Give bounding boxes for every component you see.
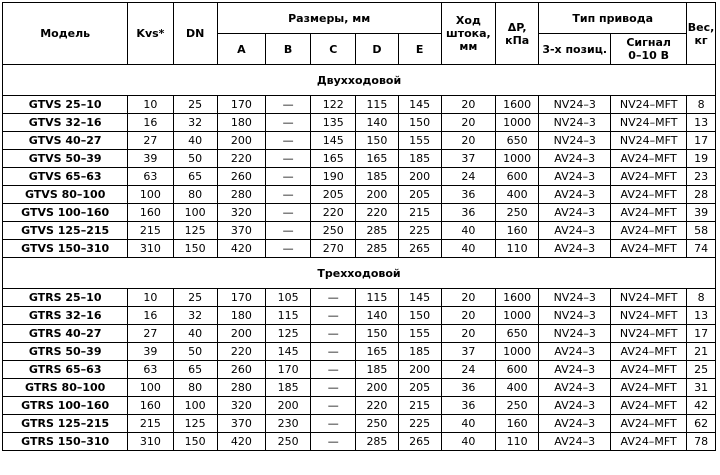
- table-cell: 36: [441, 397, 495, 415]
- cell-model: GTVS 80–100: [3, 186, 128, 204]
- table-cell: 185: [265, 379, 310, 397]
- header-dim-c: C: [311, 34, 356, 65]
- table-cell: 50: [173, 343, 217, 361]
- cell-model: GTVS 40–27: [3, 132, 128, 150]
- table-cell: 100: [128, 379, 173, 397]
- cell-model: GTRS 50–39: [3, 343, 128, 361]
- table-cell: 19: [687, 150, 716, 168]
- table-row: [3, 240, 716, 258]
- table-cell: 21: [687, 343, 716, 361]
- table-cell: 185: [356, 168, 398, 186]
- table-cell: 25: [173, 289, 217, 307]
- table-cell: —: [311, 397, 356, 415]
- cell-model: GTVS 100–160: [3, 204, 128, 222]
- table-cell: 165: [356, 150, 398, 168]
- table-row: [3, 150, 716, 168]
- table-cell: 650: [496, 325, 539, 343]
- table-cell: 170: [217, 96, 265, 114]
- table-cell: 205: [398, 379, 441, 397]
- table-cell: 23: [687, 168, 716, 186]
- table-cell: 115: [356, 289, 398, 307]
- table-row: [3, 204, 716, 222]
- table-cell: 20: [441, 325, 495, 343]
- table-cell: 105: [265, 289, 310, 307]
- table-cell: 63: [128, 361, 173, 379]
- table-cell: AV24–3: [539, 415, 611, 433]
- table-cell: 13: [687, 307, 716, 325]
- table-cell: NV24–MFT: [611, 307, 687, 325]
- table-cell: 215: [398, 204, 441, 222]
- table-cell: —: [311, 325, 356, 343]
- table-cell: AV24–3: [539, 361, 611, 379]
- table-cell: AV24–3: [539, 204, 611, 222]
- table-cell: 20: [441, 289, 495, 307]
- section-row: [3, 258, 716, 289]
- table-cell: 1600: [496, 289, 539, 307]
- table-cell: 50: [173, 150, 217, 168]
- header-dim-b: B: [265, 34, 310, 65]
- table-cell: 58: [687, 222, 716, 240]
- table-cell: 74: [687, 240, 716, 258]
- table-cell: 125: [173, 222, 217, 240]
- table-cell: 145: [398, 96, 441, 114]
- table-cell: NV24–3: [539, 307, 611, 325]
- cell-model: GTRS 25–10: [3, 289, 128, 307]
- table-row: [3, 433, 716, 451]
- table-cell: AV24–MFT: [611, 150, 687, 168]
- table-cell: AV24–3: [539, 150, 611, 168]
- table-cell: 65: [173, 361, 217, 379]
- table-cell: 25: [173, 96, 217, 114]
- table-cell: 39: [128, 150, 173, 168]
- cell-model: GTRS 150–310: [3, 433, 128, 451]
- table-row: [3, 96, 716, 114]
- header-stroke-line3: мм: [459, 40, 478, 53]
- table-cell: 20: [441, 114, 495, 132]
- table-cell: 260: [217, 168, 265, 186]
- table-cell: 62: [687, 415, 716, 433]
- table-cell: AV24–MFT: [611, 240, 687, 258]
- table-cell: —: [265, 132, 310, 150]
- table-cell: NV24–3: [539, 289, 611, 307]
- table-cell: AV24–MFT: [611, 397, 687, 415]
- table-cell: AV24–MFT: [611, 361, 687, 379]
- table-cell: NV24–MFT: [611, 325, 687, 343]
- table-cell: 40: [441, 415, 495, 433]
- table-cell: —: [265, 114, 310, 132]
- table-cell: NV24–3: [539, 325, 611, 343]
- table-cell: NV24–MFT: [611, 289, 687, 307]
- table-cell: 600: [496, 168, 539, 186]
- table-cell: 205: [311, 186, 356, 204]
- header-dp-line1: ΔP,: [507, 20, 527, 34]
- header-dp-line2: кПа: [505, 33, 530, 47]
- table-cell: 220: [217, 343, 265, 361]
- header-drive-signal-line1: Сигнал: [626, 36, 671, 49]
- table-cell: 160: [496, 415, 539, 433]
- table-cell: 150: [173, 240, 217, 258]
- table-cell: —: [311, 433, 356, 451]
- section-title: Двухходовой: [3, 65, 716, 96]
- table-cell: 24: [441, 168, 495, 186]
- table-cell: 250: [356, 415, 398, 433]
- table-cell: NV24–MFT: [611, 96, 687, 114]
- cell-model: GTRS 65–63: [3, 361, 128, 379]
- table-row: [3, 415, 716, 433]
- table-cell: AV24–MFT: [611, 168, 687, 186]
- header-dimensions: Размеры, мм: [217, 3, 441, 34]
- table-cell: 320: [217, 204, 265, 222]
- table-cell: 215: [128, 415, 173, 433]
- table-cell: NV24–3: [539, 96, 611, 114]
- section-title: Трехходовой: [3, 258, 716, 289]
- table-cell: 600: [496, 361, 539, 379]
- table-cell: AV24–3: [539, 397, 611, 415]
- table-cell: AV24–MFT: [611, 222, 687, 240]
- table-cell: —: [311, 415, 356, 433]
- table-cell: 200: [356, 379, 398, 397]
- table-row: [3, 168, 716, 186]
- table-cell: 39: [128, 343, 173, 361]
- table-cell: 115: [265, 307, 310, 325]
- table-cell: 16: [128, 307, 173, 325]
- table-cell: 36: [441, 204, 495, 222]
- table-cell: 150: [356, 325, 398, 343]
- header-dim-a: A: [217, 34, 265, 65]
- table-cell: 200: [217, 132, 265, 150]
- cell-model: GTVS 32–16: [3, 114, 128, 132]
- table-cell: 24: [441, 361, 495, 379]
- table-cell: 40: [173, 325, 217, 343]
- table-cell: AV24–3: [539, 222, 611, 240]
- table-cell: 16: [128, 114, 173, 132]
- table-cell: —: [311, 379, 356, 397]
- table-row: [3, 379, 716, 397]
- table-cell: 110: [496, 240, 539, 258]
- table-row: [3, 325, 716, 343]
- table-cell: 200: [217, 325, 265, 343]
- valve-spec-table: [2, 2, 716, 451]
- table-cell: 145: [311, 132, 356, 150]
- header-weight-line2: кг: [694, 33, 708, 47]
- table-cell: 42: [687, 397, 716, 415]
- table-body: [3, 65, 716, 451]
- table-cell: 8: [687, 289, 716, 307]
- table-cell: 40: [441, 433, 495, 451]
- table-cell: AV24–3: [539, 168, 611, 186]
- spec-table-wrapper: [2, 2, 716, 451]
- table-row: [3, 222, 716, 240]
- cell-model: GTRS 80–100: [3, 379, 128, 397]
- table-row: [3, 289, 716, 307]
- cell-model: GTVS 150–310: [3, 240, 128, 258]
- table-cell: 370: [217, 415, 265, 433]
- header-model: Модель: [3, 3, 128, 65]
- table-cell: 420: [217, 433, 265, 451]
- cell-model: GTRS 40–27: [3, 325, 128, 343]
- table-cell: 170: [265, 361, 310, 379]
- table-cell: 270: [311, 240, 356, 258]
- table-cell: NV24–3: [539, 132, 611, 150]
- table-cell: 250: [311, 222, 356, 240]
- table-cell: 17: [687, 325, 716, 343]
- table-cell: 1600: [496, 96, 539, 114]
- table-cell: 150: [356, 132, 398, 150]
- table-cell: 180: [217, 307, 265, 325]
- table-cell: 32: [173, 114, 217, 132]
- table-cell: AV24–MFT: [611, 204, 687, 222]
- table-cell: 400: [496, 186, 539, 204]
- table-cell: 250: [265, 433, 310, 451]
- table-cell: 40: [441, 240, 495, 258]
- table-cell: 200: [398, 168, 441, 186]
- table-cell: —: [265, 150, 310, 168]
- table-cell: AV24–MFT: [611, 415, 687, 433]
- table-cell: 280: [217, 186, 265, 204]
- header-stroke-line2: штока,: [446, 27, 491, 40]
- table-cell: 25: [687, 361, 716, 379]
- table-row: [3, 132, 716, 150]
- table-cell: 145: [398, 289, 441, 307]
- table-cell: 180: [217, 114, 265, 132]
- table-cell: 230: [265, 415, 310, 433]
- table-cell: 160: [128, 397, 173, 415]
- table-cell: 37: [441, 343, 495, 361]
- table-cell: AV24–MFT: [611, 433, 687, 451]
- table-cell: 10: [128, 289, 173, 307]
- table-cell: NV24–MFT: [611, 132, 687, 150]
- cell-model: GTVS 125–215: [3, 222, 128, 240]
- table-cell: 36: [441, 186, 495, 204]
- table-cell: 150: [173, 433, 217, 451]
- table-cell: 200: [398, 361, 441, 379]
- table-cell: 200: [356, 186, 398, 204]
- table-cell: NV24–3: [539, 114, 611, 132]
- table-cell: 31: [687, 379, 716, 397]
- table-cell: 320: [217, 397, 265, 415]
- table-cell: 265: [398, 240, 441, 258]
- table-cell: 285: [356, 222, 398, 240]
- table-cell: AV24–3: [539, 433, 611, 451]
- table-cell: —: [265, 96, 310, 114]
- table-cell: —: [265, 222, 310, 240]
- table-cell: 20: [441, 132, 495, 150]
- table-cell: 80: [173, 186, 217, 204]
- table-cell: —: [265, 204, 310, 222]
- cell-model: GTVS 65–63: [3, 168, 128, 186]
- table-cell: 170: [217, 289, 265, 307]
- header-dim-d: D: [356, 34, 398, 65]
- table-cell: 215: [398, 397, 441, 415]
- table-cell: 80: [173, 379, 217, 397]
- cell-model: GTRS 100–160: [3, 397, 128, 415]
- header-dp: [496, 3, 539, 65]
- table-row: [3, 114, 716, 132]
- table-cell: 1000: [496, 307, 539, 325]
- table-cell: —: [311, 289, 356, 307]
- table-cell: 165: [356, 343, 398, 361]
- table-cell: 1000: [496, 114, 539, 132]
- table-row: [3, 307, 716, 325]
- table-cell: —: [265, 168, 310, 186]
- header-kvs: Kvs*: [128, 3, 173, 65]
- cell-model: GTVS 50–39: [3, 150, 128, 168]
- table-cell: 27: [128, 132, 173, 150]
- table-cell: 200: [265, 397, 310, 415]
- table-cell: 40: [441, 222, 495, 240]
- table-cell: AV24–3: [539, 186, 611, 204]
- header-drive-signal: [611, 34, 687, 65]
- cell-model: GTRS 125–215: [3, 415, 128, 433]
- table-cell: 125: [173, 415, 217, 433]
- table-cell: —: [311, 307, 356, 325]
- table-cell: 40: [173, 132, 217, 150]
- table-cell: 155: [398, 132, 441, 150]
- table-cell: 10: [128, 96, 173, 114]
- table-cell: 250: [496, 397, 539, 415]
- table-cell: 220: [356, 397, 398, 415]
- table-cell: 20: [441, 307, 495, 325]
- table-cell: AV24–MFT: [611, 186, 687, 204]
- table-cell: AV24–3: [539, 379, 611, 397]
- section-row: [3, 65, 716, 96]
- table-cell: 370: [217, 222, 265, 240]
- table-cell: 100: [173, 204, 217, 222]
- header-weight-line1: Вес,: [687, 20, 715, 34]
- table-cell: AV24–3: [539, 343, 611, 361]
- table-cell: 125: [265, 325, 310, 343]
- table-cell: 150: [398, 307, 441, 325]
- table-cell: 110: [496, 433, 539, 451]
- table-cell: 205: [398, 186, 441, 204]
- table-cell: 165: [311, 150, 356, 168]
- table-cell: 190: [311, 168, 356, 186]
- table-cell: 13: [687, 114, 716, 132]
- table-cell: 220: [311, 204, 356, 222]
- header-stroke-line1: Ход: [455, 14, 481, 27]
- table-cell: 63: [128, 168, 173, 186]
- table-cell: —: [265, 240, 310, 258]
- table-cell: —: [265, 186, 310, 204]
- table-cell: 39: [687, 204, 716, 222]
- cell-model: GTVS 25–10: [3, 96, 128, 114]
- table-cell: 155: [398, 325, 441, 343]
- table-cell: 150: [398, 114, 441, 132]
- header-drive: Тип привода: [539, 3, 687, 34]
- table-cell: 215: [128, 222, 173, 240]
- table-row: [3, 343, 716, 361]
- table-cell: 185: [356, 361, 398, 379]
- table-cell: 28: [687, 186, 716, 204]
- table-cell: 100: [128, 186, 173, 204]
- table-cell: AV24–MFT: [611, 379, 687, 397]
- table-cell: 220: [356, 204, 398, 222]
- table-cell: 27: [128, 325, 173, 343]
- table-cell: 280: [217, 379, 265, 397]
- table-cell: 20: [441, 96, 495, 114]
- table-cell: 250: [496, 204, 539, 222]
- table-cell: NV24–MFT: [611, 114, 687, 132]
- table-cell: 1000: [496, 150, 539, 168]
- table-cell: 32: [173, 307, 217, 325]
- table-cell: 185: [398, 343, 441, 361]
- table-cell: 1000: [496, 343, 539, 361]
- table-cell: 225: [398, 222, 441, 240]
- table-cell: 265: [398, 433, 441, 451]
- table-cell: 122: [311, 96, 356, 114]
- table-cell: 400: [496, 379, 539, 397]
- table-cell: —: [311, 361, 356, 379]
- table-cell: 160: [128, 204, 173, 222]
- table-cell: 225: [398, 415, 441, 433]
- table-cell: AV24–3: [539, 240, 611, 258]
- table-cell: 37: [441, 150, 495, 168]
- table-cell: 220: [217, 150, 265, 168]
- table-cell: 420: [217, 240, 265, 258]
- table-cell: AV24–MFT: [611, 343, 687, 361]
- table-cell: 310: [128, 433, 173, 451]
- table-cell: 100: [173, 397, 217, 415]
- table-cell: 285: [356, 433, 398, 451]
- header-stroke: [441, 3, 495, 65]
- table-cell: 17: [687, 132, 716, 150]
- table-cell: 78: [687, 433, 716, 451]
- table-cell: 135: [311, 114, 356, 132]
- table-cell: 285: [356, 240, 398, 258]
- table-row: [3, 361, 716, 379]
- table-cell: 140: [356, 114, 398, 132]
- table-cell: 650: [496, 132, 539, 150]
- header-dn: DN: [173, 3, 217, 65]
- table-cell: 115: [356, 96, 398, 114]
- header-weight: [687, 3, 716, 65]
- table-row: [3, 186, 716, 204]
- table-row: [3, 397, 716, 415]
- header-dim-e: E: [398, 34, 441, 65]
- table-cell: 310: [128, 240, 173, 258]
- table-cell: 160: [496, 222, 539, 240]
- table-cell: 36: [441, 379, 495, 397]
- table-cell: 65: [173, 168, 217, 186]
- header-drive-signal-line2: 0–10 В: [628, 49, 669, 62]
- header-drive-3pos: 3-х позиц.: [539, 34, 611, 65]
- cell-model: GTRS 32–16: [3, 307, 128, 325]
- table-cell: 185: [398, 150, 441, 168]
- table-cell: 145: [265, 343, 310, 361]
- table-cell: 140: [356, 307, 398, 325]
- table-cell: 260: [217, 361, 265, 379]
- table-cell: 8: [687, 96, 716, 114]
- table-cell: —: [311, 343, 356, 361]
